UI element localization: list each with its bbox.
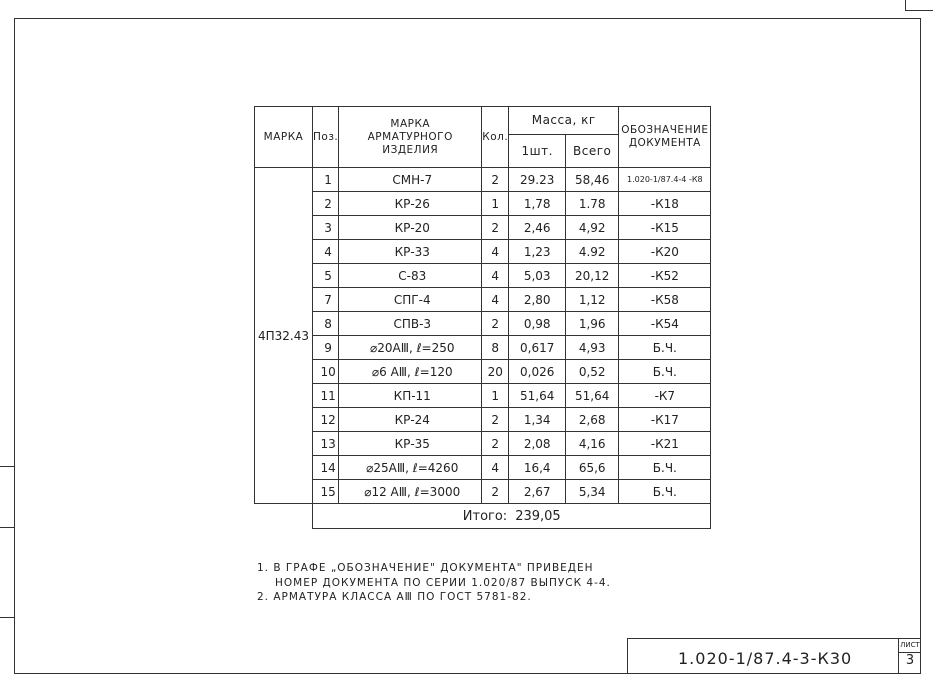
row-item-cell: КР-35 <box>339 432 482 456</box>
row-qty-cell: 20 <box>482 360 509 384</box>
header-mass-total: Всего <box>566 135 619 168</box>
row-item-cell: СПВ-3 <box>339 312 482 336</box>
row-total-mass-cell: 0,52 <box>566 360 619 384</box>
total-row <box>255 504 711 529</box>
table-row <box>255 288 711 312</box>
row-unit-mass-cell: 0,98 <box>509 312 566 336</box>
row-qty-cell: 2 <box>482 216 509 240</box>
row-document-cell: -К52 <box>619 264 711 288</box>
row-item-cell: КП-11 <box>339 384 482 408</box>
row-document-cell: -К15 <box>619 216 711 240</box>
row-document-cell: -К17 <box>619 408 711 432</box>
table-row <box>255 216 711 240</box>
sheet-label: ЛИСТ <box>899 639 921 653</box>
row-item-cell: ⌀6 АⅢ, ℓ=120 <box>339 360 482 384</box>
sheet-number: 3 <box>905 653 915 668</box>
table-row <box>255 168 711 192</box>
row-document-cell: -К18 <box>619 192 711 216</box>
table-row <box>255 264 711 288</box>
row-total-mass-cell: 4.92 <box>566 240 619 264</box>
header-mark: МАРКА <box>255 107 313 168</box>
row-document-cell: Б.Ч. <box>619 336 711 360</box>
row-item-cell: С-83 <box>339 264 482 288</box>
left-margin-box <box>0 466 14 677</box>
row-qty-cell: 8 <box>482 336 509 360</box>
row-qty-cell: 2 <box>482 408 509 432</box>
row-qty-cell: 2 <box>482 168 509 192</box>
table-row <box>255 192 711 216</box>
row-unit-mass-cell: 1,34 <box>509 408 566 432</box>
specification-table <box>254 106 711 529</box>
row-unit-mass-cell: 1,23 <box>509 240 566 264</box>
row-item-cell: ⌀12 АⅢ, ℓ=3000 <box>339 480 482 504</box>
table-row <box>255 240 711 264</box>
row-pos-cell: 5 <box>313 264 339 288</box>
row-pos-cell: 13 <box>313 432 339 456</box>
row-qty-cell: 2 <box>482 480 509 504</box>
table-row <box>255 480 711 504</box>
row-unit-mass-cell: 0,026 <box>509 360 566 384</box>
row-total-mass-cell: 2,68 <box>566 408 619 432</box>
row-item-cell: ⌀25АⅢ, ℓ=4260 <box>339 456 482 480</box>
row-item-cell: КР-26 <box>339 192 482 216</box>
row-qty-cell: 4 <box>482 456 509 480</box>
note-line: 1. В ГРАФЕ „ОБОЗНАЧЕНИЕ" ДОКУМЕНТА" ПРИВЕДЕН <box>257 562 594 574</box>
table-row <box>255 360 711 384</box>
total-label: Итого: <box>462 508 508 524</box>
row-unit-mass-cell: 1,78 <box>509 192 566 216</box>
row-total-mass-cell: 1,96 <box>566 312 619 336</box>
row-document-cell: -К58 <box>619 288 711 312</box>
header-qty: Кол. <box>482 107 509 168</box>
row-item-cell: КР-33 <box>339 240 482 264</box>
row-item-cell: СПГ-4 <box>339 288 482 312</box>
row-qty-cell: 2 <box>482 312 509 336</box>
row-unit-mass-cell: 16,4 <box>509 456 566 480</box>
row-qty-cell: 2 <box>482 432 509 456</box>
header-item-mark: МАРКА АРМАТУРНОГО ИЗДЕЛИЯ <box>339 107 482 168</box>
row-unit-mass-cell: 29.23 <box>509 168 566 192</box>
row-total-mass-cell: 58,46 <box>566 168 619 192</box>
table-row <box>255 408 711 432</box>
row-document-cell: -К7 <box>619 384 711 408</box>
header-mass-per-unit: 1шт. <box>509 135 566 168</box>
row-qty-cell: 1 <box>482 192 509 216</box>
notes-block <box>257 561 611 605</box>
row-document-cell: Б.Ч. <box>619 480 711 504</box>
row-unit-mass-cell: 2,67 <box>509 480 566 504</box>
row-document-cell: 1.020-1/87.4-4 -К8 <box>619 168 711 192</box>
header-pos: Поз. <box>313 107 339 168</box>
note-line: НОМЕР ДОКУМЕНТА ПО СЕРИИ 1.020/87 ВЫПУСК 4-4. <box>275 576 611 589</box>
row-total-mass-cell: 4,16 <box>566 432 619 456</box>
table-row <box>255 312 711 336</box>
row-unit-mass-cell: 2,80 <box>509 288 566 312</box>
row-pos-cell: 14 <box>313 456 339 480</box>
row-document-cell: -К54 <box>619 312 711 336</box>
header-document: ОБОЗНАЧЕНИЕ ДОКУМЕНТА <box>619 107 711 168</box>
row-pos-cell: 3 <box>313 216 339 240</box>
row-pos-cell: 4 <box>313 240 339 264</box>
row-total-mass-cell: 1,12 <box>566 288 619 312</box>
header-mass: Масса, кг <box>509 107 619 135</box>
row-document-cell: Б.Ч. <box>619 456 711 480</box>
table-row <box>255 336 711 360</box>
left-margin-line <box>0 527 14 528</box>
row-item-cell: КР-20 <box>339 216 482 240</box>
row-total-mass-cell: 1.78 <box>566 192 619 216</box>
row-total-mass-cell: 20,12 <box>566 264 619 288</box>
row-document-cell: Б.Ч. <box>619 360 711 384</box>
table-row <box>255 456 711 480</box>
total-value: 239,05 <box>515 508 561 524</box>
row-unit-mass-cell: 2,46 <box>509 216 566 240</box>
row-unit-mass-cell: 51,64 <box>509 384 566 408</box>
top-corner-tab <box>905 0 933 11</box>
row-document-cell: -К20 <box>619 240 711 264</box>
row-item-cell: ⌀20АⅢ, ℓ=250 <box>339 336 482 360</box>
total-row-blank <box>255 504 313 529</box>
row-pos-cell: 1 <box>313 168 339 192</box>
row-total-mass-cell: 5,34 <box>566 480 619 504</box>
row-pos-cell: 15 <box>313 480 339 504</box>
total-cell <box>313 504 711 529</box>
row-total-mass-cell: 4,93 <box>566 336 619 360</box>
table-row <box>255 432 711 456</box>
sheet-box <box>898 639 921 673</box>
row-pos-cell: 8 <box>313 312 339 336</box>
row-unit-mass-cell: 2,08 <box>509 432 566 456</box>
row-qty-cell: 4 <box>482 288 509 312</box>
row-pos-cell: 11 <box>313 384 339 408</box>
row-qty-cell: 4 <box>482 240 509 264</box>
row-item-cell: КР-24 <box>339 408 482 432</box>
title-block-stamp <box>627 638 921 674</box>
row-qty-cell: 1 <box>482 384 509 408</box>
row-pos-cell: 10 <box>313 360 339 384</box>
row-item-cell: СМН-7 <box>339 168 482 192</box>
group-mark-cell: 4П32.43 <box>255 168 313 504</box>
row-pos-cell: 2 <box>313 192 339 216</box>
document-code: 1.020-1/87.4-3-К30 <box>678 649 853 668</box>
row-qty-cell: 4 <box>482 264 509 288</box>
left-margin-line <box>0 617 14 618</box>
row-unit-mass-cell: 5,03 <box>509 264 566 288</box>
row-document-cell: -К21 <box>619 432 711 456</box>
row-pos-cell: 9 <box>313 336 339 360</box>
note-line: 2. АРМАТУРА КЛАССА АⅢ ПО ГОСТ 5781-82. <box>257 591 532 603</box>
row-total-mass-cell: 51,64 <box>566 384 619 408</box>
row-total-mass-cell: 65,6 <box>566 456 619 480</box>
row-pos-cell: 7 <box>313 288 339 312</box>
row-unit-mass-cell: 0,617 <box>509 336 566 360</box>
row-pos-cell: 12 <box>313 408 339 432</box>
table-row <box>255 384 711 408</box>
row-total-mass-cell: 4,92 <box>566 216 619 240</box>
